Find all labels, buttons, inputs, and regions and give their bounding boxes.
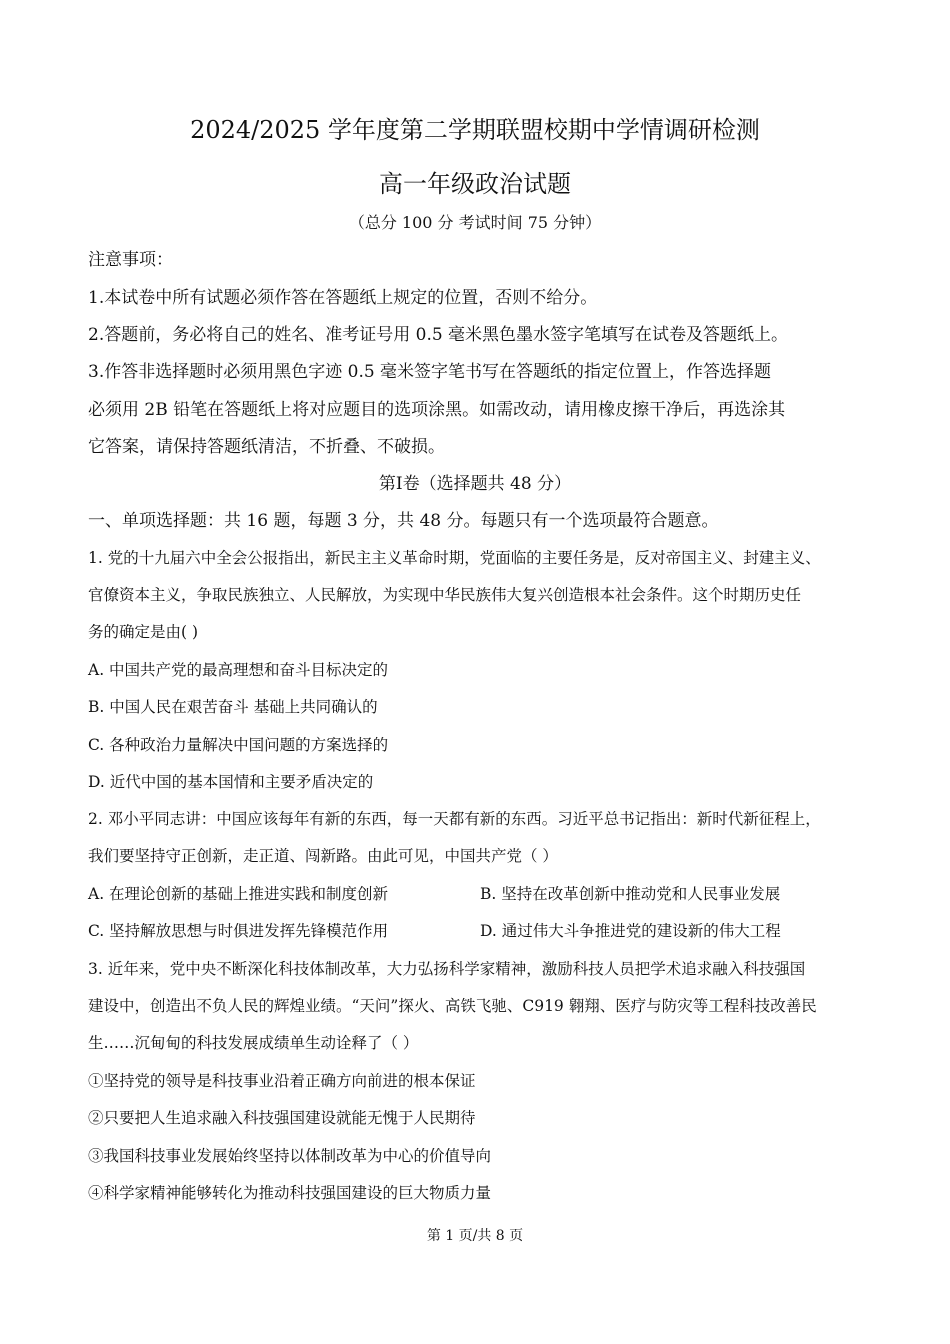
q3-statement-4: ④科学家精神能够转化为推动科技强国建设的巨大物质力量 — [88, 1184, 492, 1202]
notes-heading: 注意事项： — [88, 250, 173, 270]
exam-title: 2024/2025 学年度第二学期联盟校期中学情调研检测 — [190, 116, 760, 144]
q2-stem-line-1: 2. 邓小平同志讲：中国应该每年有新的东西，每一天都有新的东西。习近平总书记指出：新时代新征程上， — [88, 810, 821, 828]
note-3-line-3: 它答案，请保持答题纸清洁，不折叠、不破损。 — [88, 437, 445, 457]
note-3-line-1: 3.作答非选择题时必须用黑色字迹 0.5 毫米签字笔书写在答题纸的指定位置上，作答选择题 — [88, 362, 772, 382]
q2-option-b: B. 坚持在改革创新中推动党和人民事业发展 — [480, 885, 781, 903]
exam-subtitle: 高一年级政治试题 — [379, 170, 571, 198]
section-title: 第Ⅰ卷（选择题共 48 分） — [378, 474, 572, 494]
q3-statement-1: ①坚持党的领导是科技事业沿着正确方向前进的根本保证 — [88, 1072, 476, 1090]
q1-stem-line-2: 官僚资本主义，争取民族独立、人民解放，为实现中华民族伟大复兴创造根本社会条件。这个时期历史任 — [88, 586, 802, 604]
q2-stem-line-2: 我们要坚持守正创新，走正道、闯新路。由此可见，中国共产党（ ） — [88, 847, 558, 865]
q1-stem-line-3: 务的确定是由( ) — [88, 623, 199, 641]
q1-option-a: A. 中国共产党的最高理想和奋斗目标决定的 — [88, 661, 389, 679]
note-2: 2.答题前，务必将自己的姓名、准考证号用 0.5 毫米黑色墨水签字笔填写在试卷及答题纸上。 — [88, 325, 789, 345]
page-number: 第 1 页/共 8 页 — [426, 1228, 524, 1244]
q1-stem-line-1: 1. 党的十九届六中全会公报指出，新民主主义革命时期，党面临的主要任务是，反对帝国主义、封建主义、 — [88, 549, 821, 567]
q2-option-c: C. 坚持解放思想与时俱进发挥先锋模范作用 — [88, 922, 389, 940]
q3-statement-2: ②只要把人生追求融入科技强国建设就能无愧于人民期待 — [88, 1109, 476, 1127]
q3-statement-3: ③我国科技事业发展始终坚持以体制改革为中心的价值导向 — [88, 1147, 492, 1165]
q1-option-d: D. 近代中国的基本国情和主要矛盾决定的 — [88, 773, 374, 791]
q3-stem-line-1: 3. 近年来，党中央不断深化科技体制改革，大力弘扬科学家精神，激励科技人员把学术追求融入科技强国 — [88, 960, 806, 978]
q2-option-d: D. 通过伟大斗争推进党的建设新的伟大工程 — [480, 922, 781, 940]
q2-option-a: A. 在理论创新的基础上推进实践和制度创新 — [88, 885, 389, 903]
q3-stem-line-3: 生……沉甸甸的科技发展成绩单生动诠释了（ ） — [88, 1034, 419, 1052]
note-3-line-2: 必须用 2B 铅笔在答题纸上将对应题目的选项涂黑。如需改动，请用橡皮擦干净后，再选涂其 — [88, 400, 786, 420]
q1-option-c: C. 各种政治力量解决中国问题的方案选择的 — [88, 736, 389, 754]
section-instructions: 一、单项选择题：共 16 题，每题 3 分，共 48 分。每题只有一个选项最符合题意。 — [88, 511, 719, 531]
exam-meta: （总分 100 分 考试时间 75 分钟） — [348, 213, 602, 232]
q1-option-b: B. 中国人民在艰苦奋斗 基础上共同确认的 — [88, 698, 378, 716]
note-1: 1.本试卷中所有试题必须作答在答题纸上规定的位置，否则不给分。 — [88, 288, 598, 308]
q3-stem-line-2: 建设中，创造出不负人民的辉煌业绩。“天问”探火、高铁飞驰、C919 翱翔、医疗与防灾等工程科技改善民 — [88, 997, 817, 1015]
